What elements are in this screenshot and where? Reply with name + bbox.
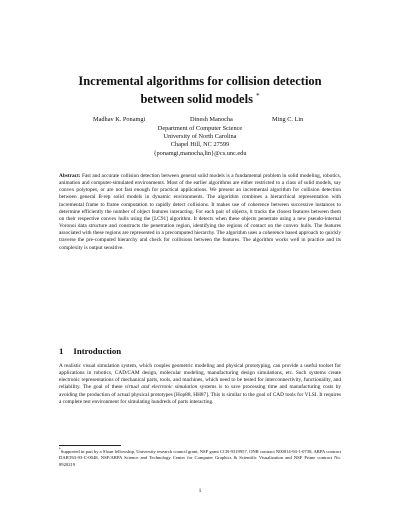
footnote-text: Supported in part by a Sloan fellowship, University research council grant, NSF grant CCR-9319957, ONR contract N00014-94-1-0738, ARPA contract DABT63-93-C-0048, NSF/ARPA Science and Technology Center for Computer Graphics & Scientific Visualization and NSF Prime contract No. 8920219: [59, 449, 341, 467]
section-number: 1: [59, 346, 64, 356]
affiliation-address: Chapel Hill, NC 27599: [170, 141, 230, 149]
title-line-1: Incremental algorithms for collision detection: [78, 74, 322, 88]
paper-title: [40, 72, 360, 108]
intro-paragraph: [59, 363, 341, 406]
abstract: [59, 173, 341, 252]
footnote-rule: [59, 445, 121, 446]
author-name: Madhav K. Ponamgi: [93, 116, 146, 123]
title-line-2: [40, 90, 360, 108]
footnote-mark: *: [59, 447, 61, 452]
page-number: 1: [198, 488, 202, 494]
affiliation-block: [100, 125, 300, 158]
intro-emphasis: virtual and electronic simulation: [124, 384, 198, 391]
footnote: [59, 449, 341, 468]
affiliation-email: {ponamgi,manocha,lin}@cs.unc.edu: [153, 149, 247, 157]
abstract-text: Fast and accurate collision detection between general solid models is a fundamental problem in solid modeling, robotics, animation and computer-simulated environments. Most of the earlier algorithms are either restricted to a class of solid models, say convex polytopes, or are not fast enough for practical applications. We present an incremental algorithm for collision detection between general B-rep solid models in dynamic environments. The algorithm combines a hierarchical representation with incremental frame to frame computation to rapidly detect collisions. It makes use of coherence between successive instances to determine efficiently the number of object features interacting. For each pair of objects, it tracks the closest features between them on their respective convex hulls using the [LC91] algorithm. It detects when these objects penetrate using a new pseudo-internal Voronoi data structure and constructs the penetration region, identifying the regions of contact on the convex hulls. The features associated with these regions are represented in a precomputed hierarchy. The algorithm uses a coherence based approach to quickly traverse the pre-computed hierarchy and check for collisions between the features. The algorithm works well in practice and its complexity is output sensitive.: [59, 173, 341, 251]
section-title: Introduction: [73, 346, 122, 356]
author-name: Ming C. Lin: [272, 116, 304, 123]
author-name: Dinesh Manocha: [190, 116, 233, 123]
affiliation-university: University of North Carolina: [163, 133, 237, 141]
intro-text-part-2: systems is to save processing time and manufacturing costs by avoiding the production of actual physical prototypes [Hop88, HH87]. This is similar to the goal of CAD tools for VLSI. It requires a complete test environment for simulating hundreds of parts interacting.: [59, 384, 341, 405]
abstract-heading: Abstract:: [59, 173, 81, 179]
affiliation-department: Department of Computer Science: [157, 125, 243, 132]
title-footnote-mark: *: [256, 91, 260, 100]
title-line-2-text: between solid models: [140, 92, 253, 106]
intro-text-part-1: A realistic visual simulation system, which couples geometric modeling and physical prototyping, can provide a useful toolset for applications in robotics, CAD/CAM design, molecular modeling, manufacturing design simulations, etc. Such systems create electronic representations of mechanical parts, tools, and machines, which need to be tested for interconnectivity, functionality, and reliability. The goal of these: [59, 363, 341, 391]
section-heading: [59, 346, 121, 356]
